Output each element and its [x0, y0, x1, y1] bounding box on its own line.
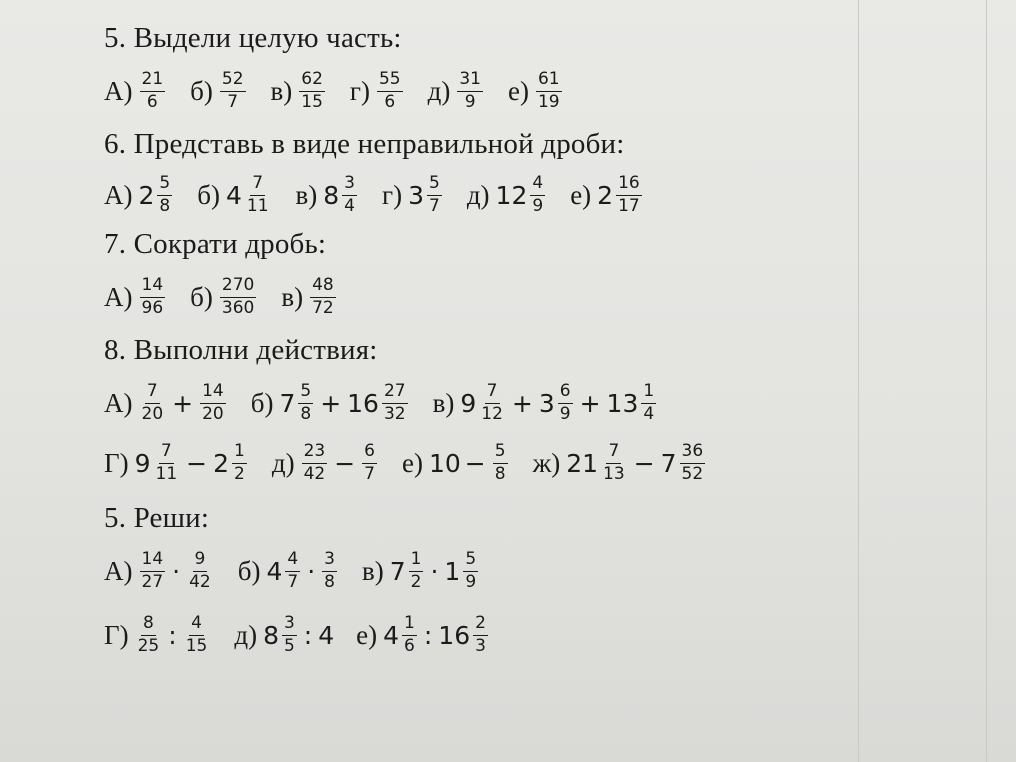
numerator: 2	[473, 615, 488, 636]
operator: −	[186, 448, 208, 478]
numerator: 1	[409, 551, 424, 572]
fraction	[558, 380, 573, 424]
item-label: в)	[270, 75, 293, 106]
operator: ·	[430, 556, 439, 586]
whole-part: 7	[279, 388, 296, 418]
whole-part: 4	[318, 620, 335, 650]
fraction	[285, 548, 300, 592]
fraction	[154, 440, 180, 484]
fraction	[302, 440, 328, 484]
whole-part: 1	[444, 556, 461, 586]
denominator: 42	[303, 463, 326, 484]
item-label: г)	[349, 75, 370, 106]
grid-line	[858, 0, 859, 762]
fraction	[140, 68, 166, 112]
fraction	[140, 548, 166, 592]
task-5b-heading-text: 5. Реши:	[104, 502, 210, 534]
denominator: 42	[189, 571, 211, 592]
numerator: 7	[159, 443, 174, 464]
denominator: 8	[324, 571, 335, 592]
denominator: 9	[532, 195, 544, 216]
grid-line	[986, 0, 987, 762]
numerator: 48	[310, 277, 336, 298]
task-5-row	[104, 56, 565, 126]
denominator: 9	[464, 91, 476, 112]
fraction	[282, 612, 297, 656]
whole-part: 7	[660, 448, 677, 478]
whole-part: 8	[323, 180, 340, 210]
fraction	[641, 380, 656, 424]
item-label: г)	[382, 179, 403, 210]
denominator: 8	[159, 195, 171, 216]
denominator: 2	[234, 463, 245, 484]
numerator: 21	[140, 71, 166, 92]
task-8-heading	[104, 334, 378, 367]
numerator: 5	[427, 175, 442, 196]
fraction	[427, 172, 442, 216]
task-8-heading-text: 8. Выполни действия:	[104, 334, 378, 366]
numerator: 7	[485, 383, 500, 404]
fraction	[402, 612, 417, 656]
task-8-row-2	[104, 428, 708, 498]
numerator: 1	[402, 615, 417, 636]
denominator: 11	[246, 195, 269, 216]
denominator: 6	[146, 91, 158, 112]
numerator: 3	[282, 615, 297, 636]
whole-part: 8	[263, 620, 279, 650]
task-6-row	[104, 160, 645, 230]
operator: −	[464, 448, 486, 478]
fraction	[232, 440, 247, 484]
denominator: 32	[383, 403, 406, 424]
item-label: б)	[197, 179, 220, 210]
operator: −	[334, 448, 356, 478]
item-label: Г)	[104, 619, 129, 650]
numerator: 55	[377, 71, 403, 92]
denominator: 19	[537, 91, 560, 112]
fraction	[299, 68, 325, 112]
fraction	[310, 274, 336, 318]
numerator: 5	[157, 175, 172, 196]
task-6-heading	[104, 128, 625, 161]
fraction	[493, 440, 508, 484]
item-label: б)	[250, 387, 274, 418]
whole-part: 13	[606, 388, 639, 418]
item-label: ж)	[532, 447, 561, 478]
fraction	[298, 380, 313, 424]
fraction	[220, 68, 246, 112]
whole-part: 4	[225, 180, 242, 210]
denominator: 13	[603, 463, 625, 484]
fraction	[680, 440, 706, 484]
whole-part: 16	[438, 620, 471, 650]
numerator: 4	[189, 615, 204, 636]
numerator: 1	[232, 443, 247, 464]
fraction	[184, 612, 210, 656]
denominator: 4	[344, 195, 355, 216]
fraction	[409, 548, 424, 592]
whole-part: 2	[138, 180, 155, 210]
fraction	[140, 274, 166, 318]
whole-part: 2	[597, 180, 614, 210]
denominator: 6	[384, 91, 396, 112]
whole-part: 21	[566, 448, 599, 478]
denominator: 12	[481, 403, 503, 424]
item-label: в)	[361, 555, 384, 586]
denominator: 25	[137, 635, 160, 656]
whole-part: 2	[213, 448, 230, 478]
whole-part: 3	[408, 180, 424, 210]
denominator: 7	[287, 571, 299, 592]
numerator: 14	[140, 551, 166, 572]
task-5b-heading	[104, 502, 209, 535]
fraction	[187, 548, 213, 592]
task-5-heading	[104, 22, 402, 55]
denominator: 27	[141, 571, 164, 592]
denominator: 72	[312, 297, 334, 318]
whole-part: 9	[134, 448, 151, 478]
item-label: е)	[508, 75, 529, 106]
item-label: в)	[295, 179, 318, 210]
task-7-heading	[104, 228, 326, 261]
numerator: 8	[141, 615, 156, 636]
denominator: 11	[155, 463, 178, 484]
operator: −	[633, 448, 655, 478]
denominator: 52	[681, 463, 704, 484]
fraction	[382, 380, 408, 424]
denominator: 15	[185, 635, 208, 656]
numerator: 5	[493, 443, 508, 464]
denominator: 4	[643, 403, 655, 424]
denominator: 8	[494, 463, 506, 484]
item-label: Г)	[104, 447, 129, 478]
item-label: д)	[234, 619, 258, 650]
numerator: 14	[200, 383, 226, 404]
operator: +	[172, 388, 194, 418]
whole-part: 16	[347, 388, 379, 418]
item-label: д)	[427, 75, 451, 106]
numerator: 5	[298, 383, 313, 404]
item-label: б)	[190, 75, 213, 106]
numerator: 3	[322, 551, 337, 572]
fraction	[530, 172, 545, 216]
item-label: е)	[356, 619, 378, 650]
fraction	[463, 548, 478, 592]
operator: :	[168, 620, 177, 650]
operator: ·	[307, 556, 316, 586]
numerator: 9	[193, 551, 208, 572]
numerator: 4	[530, 175, 545, 196]
numerator: 7	[145, 383, 160, 404]
numerator: 270	[220, 277, 256, 298]
fraction	[322, 548, 337, 592]
denominator: 9	[559, 403, 571, 424]
numerator: 27	[382, 383, 408, 404]
denominator: 6	[404, 635, 415, 656]
fraction	[601, 440, 627, 484]
numerator: 23	[302, 443, 328, 464]
fraction	[362, 440, 377, 484]
numerator: 4	[285, 551, 300, 572]
denominator: 17	[618, 195, 640, 216]
task-7-heading-text: 7. Сократи дробь:	[104, 228, 327, 260]
operator: +	[320, 388, 342, 418]
fraction	[200, 380, 226, 424]
numerator: 6	[362, 443, 377, 464]
whole-part: 9	[460, 388, 477, 418]
task-6-heading-text: 6. Представь в виде неправильной дроби:	[104, 128, 625, 160]
item-label: д)	[466, 179, 490, 210]
task-5b-row-1	[104, 536, 481, 606]
numerator: 14	[140, 277, 166, 298]
numerator: 31	[457, 71, 483, 92]
task-5-heading-text: 5. Выдели целую часть:	[104, 22, 402, 54]
denominator: 5	[283, 635, 295, 656]
denominator: 7	[364, 463, 375, 484]
denominator: 7	[227, 91, 239, 112]
item-label: А)	[104, 281, 133, 312]
denominator: 96	[141, 297, 164, 318]
denominator: 7	[428, 195, 440, 216]
fraction	[245, 172, 271, 216]
item-label: в)	[432, 387, 455, 418]
item-label: е)	[570, 179, 592, 210]
task-5b-row-2	[104, 600, 491, 670]
task-7-row	[104, 262, 339, 332]
operator: ·	[172, 556, 181, 586]
numerator: 52	[220, 71, 246, 92]
numerator: 16	[616, 175, 642, 196]
fraction	[140, 380, 166, 424]
denominator: 360	[221, 297, 255, 318]
denominator: 8	[300, 403, 312, 424]
numerator: 5	[463, 551, 478, 572]
numerator: 7	[250, 175, 265, 196]
fraction	[479, 380, 505, 424]
fraction	[473, 612, 488, 656]
numerator: 1	[641, 383, 656, 404]
denominator: 3	[475, 635, 486, 656]
item-label: д)	[271, 447, 295, 478]
item-label: А)	[104, 179, 133, 210]
fraction	[457, 68, 483, 112]
item-label: е)	[402, 447, 423, 478]
numerator: 36	[680, 443, 706, 464]
numerator: 62	[299, 71, 325, 92]
item-label: А)	[104, 387, 133, 418]
whole-part: 4	[383, 620, 400, 650]
operator: :	[303, 620, 313, 650]
fraction	[536, 68, 562, 112]
operator: +	[579, 388, 601, 418]
denominator: 2	[410, 571, 422, 592]
fraction	[342, 172, 357, 216]
numerator: 7	[606, 443, 621, 464]
denominator: 15	[301, 91, 323, 112]
numerator: 6	[558, 383, 573, 404]
fraction	[157, 172, 172, 216]
fraction	[220, 274, 256, 318]
whole-part: 4	[266, 556, 283, 586]
operator: +	[511, 388, 533, 418]
item-label: в)	[281, 281, 304, 312]
item-label: б)	[237, 555, 261, 586]
whole-part: 3	[538, 388, 555, 418]
fraction	[616, 172, 642, 216]
item-label: А)	[104, 555, 133, 586]
whole-part: 10	[428, 448, 461, 478]
fraction	[136, 612, 162, 656]
whole-part: 7	[389, 556, 406, 586]
item-label: А)	[104, 75, 133, 106]
denominator: 20	[141, 403, 164, 424]
numerator: 3	[342, 175, 357, 196]
denominator: 20	[202, 403, 224, 424]
operator: :	[423, 620, 433, 650]
whole-part: 12	[495, 180, 528, 210]
numerator: 61	[536, 71, 562, 92]
fraction	[377, 68, 403, 112]
denominator: 9	[465, 571, 477, 592]
item-label: б)	[190, 281, 213, 312]
